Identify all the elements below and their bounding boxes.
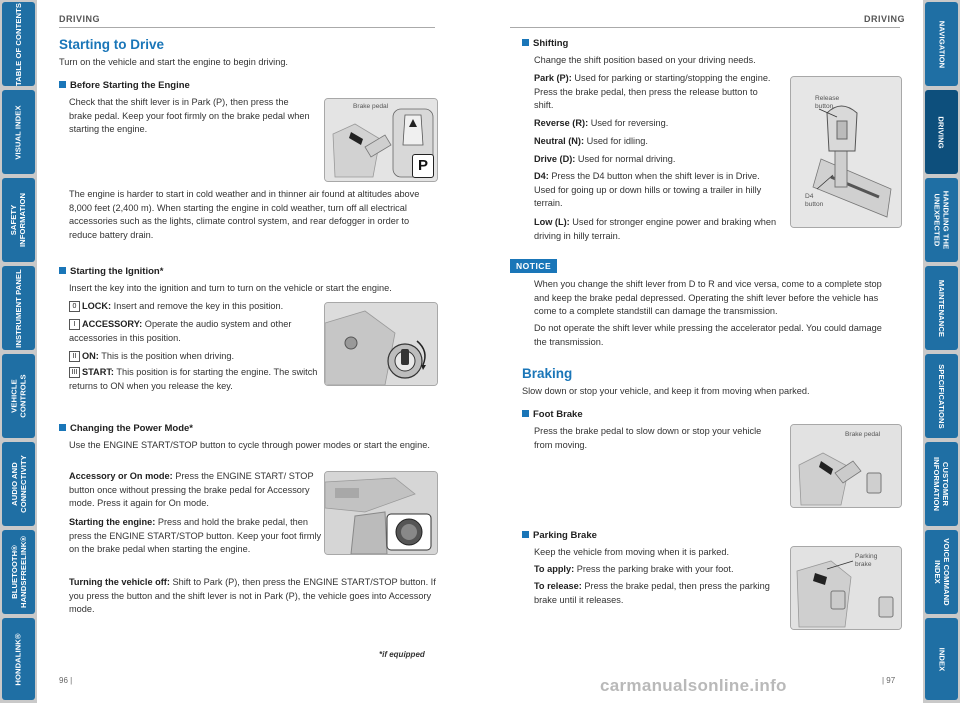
footnote: *if equipped [379, 650, 425, 659]
left-page [37, 0, 458, 703]
item-label: Starting the engine: [69, 517, 156, 527]
engine-start-stop-illustration [325, 472, 437, 554]
shift-item-reverse [534, 117, 779, 131]
item-label: D4: [534, 171, 549, 181]
page-number-right: | 97 [882, 676, 896, 685]
before-starting-text: Check that the shift lever is in Park (P), then press the brake pedal. Keep your foot firmly on the brake pedal when starting the engine. [69, 97, 310, 134]
subheading-starting-ignition: Starting the Ignition* [59, 266, 163, 277]
subheading-parking-brake: Parking Brake [522, 530, 597, 541]
key-position-badge: II [69, 351, 80, 362]
item-text: Press and hold the brake pedal, then press the ENGINE START/STOP button. Keep your foot firmly on the brake pedal when starting the engine. [69, 517, 322, 554]
item-label: Reverse (R): [534, 118, 589, 128]
item-label: Accessory or On mode: [69, 471, 173, 481]
item-label: Park (P): [534, 73, 572, 83]
tab-bluetooth-handsfreelink[interactable] [2, 530, 35, 614]
section-title-braking: Braking [522, 366, 573, 381]
item-label: ON: [82, 351, 99, 361]
item-text: Used for stronger engine power and braking when driving in hilly terrain. [534, 217, 777, 241]
power-mode-intro: Use the ENGINE START/STOP button to cycle through power modes or start the engine. [69, 440, 430, 450]
item-text: This is the position when driving. [101, 351, 235, 361]
tab-label: CUSTOMER INFORMATION [932, 456, 951, 512]
power-start-text [69, 516, 329, 557]
figure-label-brake-pedal: Brake pedal [353, 103, 389, 110]
ignition-illustration [325, 303, 437, 385]
item-text: Used for parking or starting/stopping the engine. Press the brake pedal, then press the release button to shift. [534, 73, 771, 110]
shift-item-neutral [534, 135, 779, 149]
tab-label: MAINTENANCE [937, 279, 946, 337]
foot-brake-text: Press the brake pedal to slow down or stop your vehicle from moving. [534, 426, 762, 450]
item-text: Press the ENGINE START/ STOP button once without pressing the brake pedal for Accessory mode. Press it again for On mode. [69, 471, 314, 508]
shifting-intro: Change the shift position based on your driving needs. [534, 55, 756, 65]
shift-item-low [534, 216, 779, 243]
item-text: Shift to Park (P), then press the ENGINE START/STOP button. If you press the button and the shift lever is not in Park (P), the vehicle goes into Accessory mode. [69, 577, 436, 614]
tab-handling-the-unexpected[interactable] [925, 178, 958, 262]
item-label: To release: [534, 581, 582, 591]
figure-label-parking-brake: Parking brake [855, 553, 878, 568]
key-position-badge: I [69, 319, 80, 330]
tab-voice-command-index[interactable] [925, 530, 958, 614]
ignition-intro: Insert the key into the ignition and turn to turn on the vehicle or start the engine. [69, 283, 392, 293]
tab-label: BLUETOOTH® HANDSFREELINK® [9, 536, 28, 608]
tab-label: TABLE OF CONTENTS [14, 2, 24, 86]
figure-label-d4-button: D4 button [805, 193, 824, 208]
item-text: Used for reversing. [590, 118, 669, 128]
item-text: Used for idling. [586, 136, 648, 146]
notice-text-1: When you change the shift lever from D to R and vice versa, come to a complete stop and keep the brake pedal depressed. Operating the shift lever before the vehicle has come to a complete standstill can damage the transmission. [534, 279, 882, 316]
tab-instrument-panel[interactable] [2, 266, 35, 350]
ignition-item-start [69, 366, 327, 393]
notice-text-2: Do not operate the shift lever while pressing the accelerator pedal. You could damage the transmission. [534, 323, 882, 347]
item-text: Press the D4 button when the shift lever is in Drive. Used for going up or down hills or towing a trailer in hilly terrain. [534, 171, 762, 208]
ignition-figure [324, 302, 438, 386]
item-label: ACCESSORY: [82, 319, 143, 329]
subheading-shifting: Shifting [522, 38, 568, 49]
parking-brake-figure [790, 546, 902, 630]
tab-navigation[interactable] [925, 2, 958, 86]
tab-label: INSTRUMENT PANEL [14, 268, 24, 348]
cold-weather-text: The engine is harder to start in cold weather and in thinner air found at altitudes above 8,000 feet (2,400 m). When starting the engine in cold weather, turn off all electrical accessories such as the lights, climate control system, and rear defogger in order to reduce battery drain. [69, 189, 420, 240]
tab-customer-information[interactable] [925, 442, 958, 526]
header-rule [59, 27, 435, 28]
tab-safety-information[interactable] [2, 178, 35, 262]
shift-item-d4 [534, 170, 779, 211]
item-text: Press the brake pedal, then press the parking brake until it releases. [534, 581, 770, 605]
power-accessory-text [69, 470, 329, 511]
header-rule [510, 27, 900, 28]
tab-label: VEHICLE CONTROLS [9, 374, 28, 418]
subheading-changing-power-mode: Changing the Power Mode* [59, 423, 193, 434]
ignition-item-lock [69, 300, 327, 314]
tab-label: VOICE COMMAND INDEX [932, 538, 951, 606]
item-label: LOCK: [82, 301, 112, 311]
engine-start-stop-figure [324, 471, 438, 555]
power-off-text [69, 576, 439, 617]
tab-vehicle-controls[interactable] [2, 354, 35, 438]
ignition-item-accessory [69, 318, 327, 345]
item-text: Used for normal driving. [577, 154, 676, 164]
section-intro: Turn on the vehicle and start the engine to begin driving. [59, 57, 288, 67]
item-text: Operate the audio system and other accessories in this position. [69, 319, 292, 343]
tab-table-of-contents[interactable] [2, 2, 35, 86]
ignition-item-on [69, 350, 327, 364]
parking-brake-text: Keep the vehicle from moving when it is parked. [534, 547, 730, 557]
parking-brake-illustration [791, 547, 901, 629]
item-text: Press the parking brake with your foot. [576, 564, 734, 574]
key-position-badge: 0 [69, 301, 80, 312]
item-label: Turning the vehicle off: [69, 577, 170, 587]
tab-label: SPECIFICATIONS [937, 363, 947, 429]
item-text: Insert and remove the key in this position. [113, 301, 284, 311]
tab-driving[interactable] [925, 90, 958, 174]
figure-label-brake-pedal: Brake pedal [845, 431, 881, 438]
running-header: DRIVING [864, 14, 906, 24]
tab-label: NAVIGATION [937, 20, 947, 68]
subheading-foot-brake: Foot Brake [522, 409, 583, 420]
tab-visual-index[interactable] [2, 90, 35, 174]
tab-hondalink[interactable] [2, 618, 35, 700]
item-label: Neutral (N): [534, 136, 585, 146]
tab-label: DRIVING [937, 115, 946, 149]
tab-label: HANDLING THE UNEXPECTED [932, 190, 951, 250]
parking-brake-apply [534, 563, 779, 577]
right-page [502, 0, 923, 703]
watermark: carmanualsonline.info [600, 676, 787, 695]
section-title: Starting to Drive [59, 37, 165, 52]
key-position-badge: III [69, 367, 80, 378]
running-header: DRIVING [59, 14, 101, 24]
tab-specifications[interactable] [925, 354, 958, 438]
page-number-left: 96 | [59, 676, 73, 685]
tab-audio-and-connectivity[interactable] [2, 442, 35, 526]
tab-label: HONDALINK® [14, 632, 23, 686]
tab-label: VISUAL INDEX [14, 104, 24, 160]
item-label: Drive (D): [534, 154, 576, 164]
tab-maintenance[interactable] [925, 266, 958, 350]
parking-brake-release [534, 580, 779, 607]
figure-label-release-button: Release button [815, 95, 840, 110]
tab-label: INDEX [937, 647, 946, 671]
park-indicator: P [412, 154, 434, 178]
item-label: START: [82, 367, 114, 377]
shift-item-drive [534, 153, 779, 167]
shift-lever-figure [790, 76, 902, 228]
left-tab-strip [0, 0, 37, 703]
notice-badge: NOTICE [510, 259, 557, 273]
tab-index[interactable] [925, 618, 958, 700]
item-label: Low (L): [534, 217, 570, 227]
braking-intro: Slow down or stop your vehicle, and keep it from moving when parked. [522, 386, 810, 396]
item-text: This position is for starting the engine. The switch returns to ON when you release the key. [69, 367, 318, 391]
shift-item-park [534, 72, 779, 113]
item-label: To apply: [534, 564, 575, 574]
tab-label: SAFETY INFORMATION [9, 192, 28, 248]
tab-label: AUDIO AND CONNECTIVITY [9, 455, 28, 513]
subheading-before-starting: Before Starting the Engine [59, 80, 190, 91]
foot-brake-figure [790, 424, 902, 508]
brake-pedal-park-figure [324, 98, 438, 182]
right-tab-strip [923, 0, 960, 703]
